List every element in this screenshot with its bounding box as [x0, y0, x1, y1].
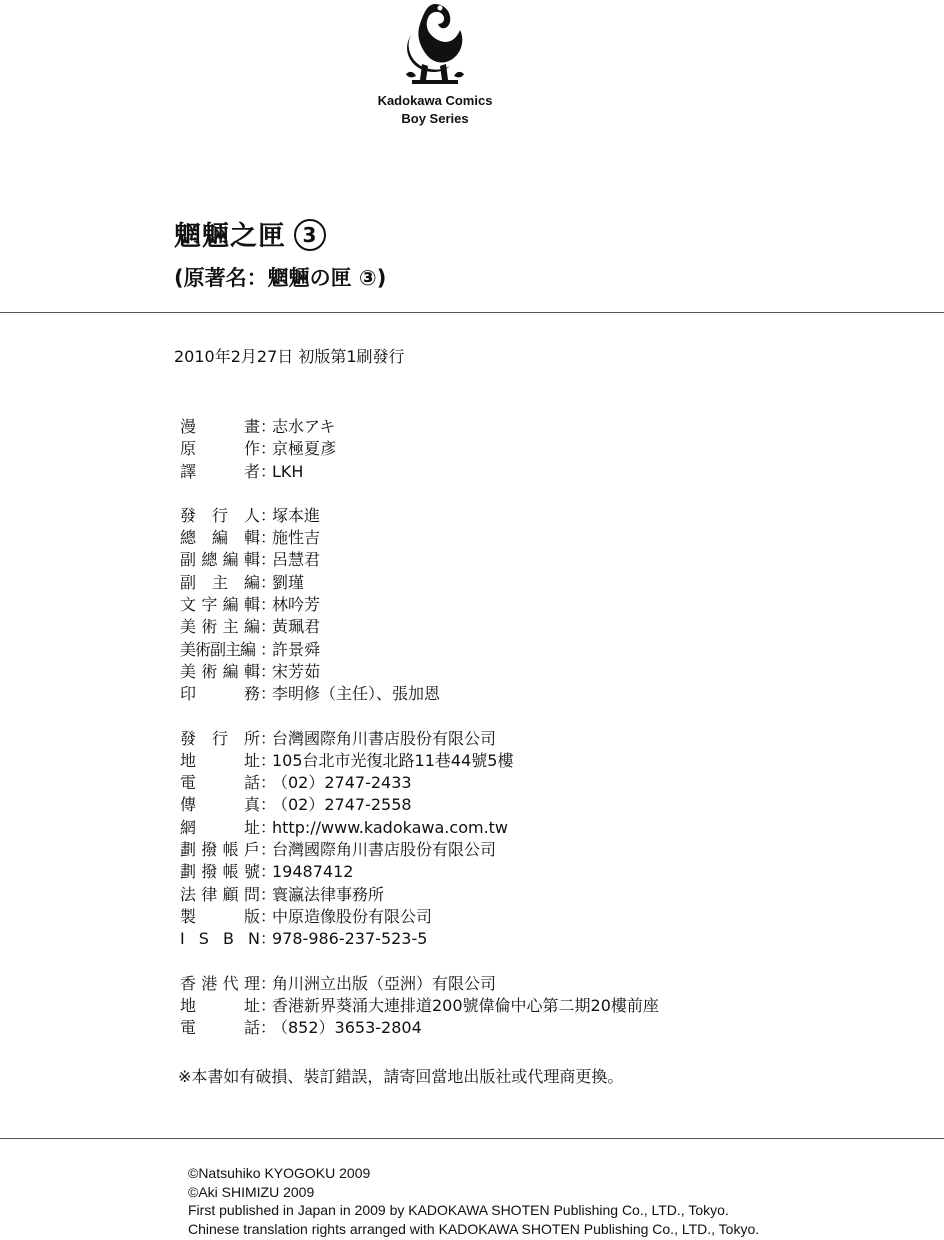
credit-label: 副 總 編 輯: [180, 550, 260, 570]
credit-value: 劉瑾: [272, 572, 305, 592]
credit-colon: ：: [260, 995, 277, 1015]
phoenix-logo-icon: [400, 0, 470, 88]
credit-colon: ：: [260, 684, 277, 704]
credit-row: [180, 416, 880, 438]
credit-row: [180, 995, 880, 1017]
credit-value: 施性吉: [272, 528, 321, 548]
credit-colon: ：: [260, 773, 277, 793]
copyright-block: [188, 1164, 759, 1238]
credit-row: [180, 683, 880, 705]
credit-label: 印 務: [180, 684, 260, 704]
credit-value: 105台北市光復北路11巷44號5樓: [272, 750, 514, 770]
credit-value: 黃珮君: [272, 617, 321, 637]
credit-value: 塚本進: [272, 505, 321, 525]
credit-label: 電 話: [180, 1018, 260, 1038]
credit-colon: ：: [260, 728, 277, 748]
credit-row: [180, 884, 880, 906]
credit-colon: ：: [260, 639, 277, 659]
credit-row: [180, 505, 880, 527]
copyright-line: ©Natsuhiko KYOGOKU 2009: [188, 1165, 371, 1181]
credit-colon: ：: [260, 528, 277, 548]
credit-label: 網 址: [180, 817, 260, 837]
credit-value: （852）3653-2804: [272, 1018, 422, 1038]
credit-label: I S B N: [180, 929, 260, 949]
credit-label: 製 版: [180, 906, 260, 926]
copyright-line: Chinese translation rights arranged with KADOKAWA SHOTEN Publishing Co., LTD., Tokyo.: [188, 1220, 760, 1237]
damage-notice: ※本書如有破損、裝訂錯誤，請寄回當地出版社或代理商更換。: [178, 1067, 624, 1086]
credit-label: 電 話: [180, 773, 260, 793]
credit-colon: ：: [260, 417, 277, 436]
credit-row: [180, 549, 880, 571]
credit-value: 宋芳茹: [272, 661, 321, 681]
credit-value: LKH: [272, 461, 304, 481]
credit-colon: ：: [260, 973, 277, 993]
credit-group: [180, 416, 880, 483]
credit-row: [180, 1017, 880, 1039]
credit-label: 法 律 顧 問: [180, 884, 260, 904]
credit-label: 地 址: [180, 995, 260, 1015]
credit-colon: ：: [260, 750, 277, 770]
credit-value: 京極夏彥: [272, 439, 337, 459]
credit-group: [180, 728, 880, 951]
credit-colon: ：: [260, 1018, 277, 1038]
credit-row: [180, 461, 880, 483]
credit-value: 志水アキ: [272, 417, 336, 436]
volume-number-badge: 3: [294, 219, 326, 251]
credit-label: 美術副主編: [180, 639, 256, 659]
credit-value: 角川洲立出版（亞洲）有限公司: [272, 973, 497, 993]
credit-colon: ：: [260, 439, 277, 459]
credit-label: 副 主 編: [180, 572, 260, 592]
credit-value: 呂慧君: [272, 550, 321, 570]
credit-colon: ：: [260, 550, 277, 570]
credit-row: [180, 572, 880, 594]
credit-value: http://www.kadokawa.com.tw: [272, 817, 509, 837]
credit-value: 978-986-237-523-5: [272, 929, 428, 949]
divider-top: [0, 312, 944, 313]
credit-row: [180, 839, 880, 861]
credit-value: 19487412: [272, 862, 354, 882]
credit-row: [180, 772, 880, 794]
credit-value: 中原造像股份有限公司: [272, 906, 433, 926]
credit-colon: ：: [260, 661, 277, 681]
credit-row: [180, 661, 880, 683]
credit-colon: ：: [260, 572, 277, 592]
credit-value: 寰瀛法律事務所: [272, 884, 385, 904]
credit-value: 許景舜: [272, 639, 321, 659]
credit-colon: ：: [260, 884, 277, 904]
credit-label: 原 作: [180, 439, 260, 459]
credit-label: 地 址: [180, 750, 260, 770]
credit-label: 美 術 主 編: [180, 617, 260, 637]
book-title: [174, 214, 326, 253]
credit-label: 漫 畫: [180, 417, 260, 436]
credit-row: [180, 750, 880, 772]
credit-colon: ：: [260, 795, 277, 815]
credit-group: [180, 973, 880, 1040]
credit-row: [180, 794, 880, 816]
credit-value: 台灣國際角川書店股份有限公司: [272, 840, 497, 860]
credit-label: 總 編 輯: [180, 528, 260, 548]
credit-value: 香港新界葵涌大連排道200號偉倫中心第二期20樓前座: [272, 995, 659, 1015]
copyright-line: ©Aki SHIMIZU 2009: [188, 1183, 315, 1200]
credits-block: [180, 416, 880, 1061]
credit-row: [180, 639, 880, 661]
credit-label: 傳 真: [180, 795, 260, 815]
publication-date: 2010年2月27日 初版第1刷發行: [174, 347, 405, 366]
credit-row: [180, 438, 880, 460]
credit-colon: ：: [260, 505, 277, 525]
credit-colon: ：: [260, 617, 277, 637]
credit-group: [180, 505, 880, 706]
credit-value: （02）2747-2433: [272, 773, 412, 793]
credit-label: 劃 撥 帳 戶: [180, 840, 260, 860]
credit-colon: ：: [260, 461, 277, 481]
credit-label: 美 術 編 輯: [180, 661, 260, 681]
credit-colon: ：: [260, 929, 277, 949]
credit-label: 發 行 所: [180, 728, 260, 748]
credit-label: 香 港 代 理: [180, 973, 260, 993]
original-title: (原著名：魍魎の匣 ③): [174, 266, 387, 290]
credit-row: [180, 527, 880, 549]
credit-colon: ：: [260, 840, 277, 860]
copyright-line: First published in Japan in 2009 by KADOKAWA SHOTEN Publishing Co., LTD., Tokyo.: [188, 1202, 729, 1218]
credit-row: [180, 928, 880, 950]
credit-colon: ：: [260, 906, 277, 926]
credit-row: [180, 594, 880, 616]
credit-value: 李明修（主任）、張加恩: [272, 684, 441, 704]
credit-value: （02）2747-2558: [272, 795, 412, 815]
credit-colon: ：: [260, 817, 277, 837]
credit-colon: ：: [260, 595, 277, 615]
imprint-line-2: Boy Series: [401, 111, 469, 126]
imprint-line-1: Kadokawa Comics: [377, 93, 493, 108]
credit-row: [180, 906, 880, 928]
credit-label: 譯 者: [180, 461, 260, 481]
credit-colon: ：: [260, 862, 277, 882]
credit-label: 文 字 編 輯: [180, 595, 260, 615]
book-title-text: 魍魎之匣: [174, 221, 286, 252]
credit-row: [180, 861, 880, 883]
credit-row: [180, 728, 880, 750]
credit-row: [180, 817, 880, 839]
credit-row: [180, 973, 880, 995]
divider-bottom: [0, 1138, 944, 1139]
credit-value: 林吟芳: [272, 595, 321, 615]
credit-label: 發 行 人: [180, 505, 260, 525]
credit-value: 台灣國際角川書店股份有限公司: [272, 728, 497, 748]
credit-row: [180, 616, 880, 638]
credit-label: 劃 撥 帳 號: [180, 862, 260, 882]
